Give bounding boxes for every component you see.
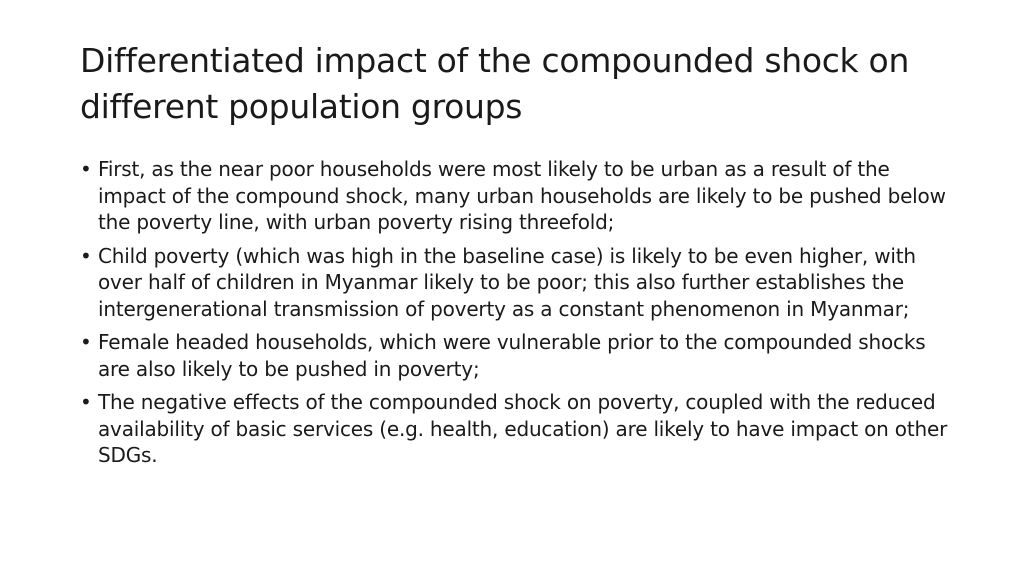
- bullet-text: Child poverty (which was high in the baseline case) is likely to be even higher, with over half of children in Myanmar likely to be poor; this also further establishes the intergenerational transmission of poverty as a constant phenomenon in Myanmar;: [98, 243, 916, 321]
- bullet-item: [80, 329, 950, 382]
- bullet-dot-icon: •: [80, 243, 92, 268]
- bullet-item: [80, 156, 950, 236]
- bullet-list: [80, 156, 950, 476]
- bullet-dot-icon: •: [80, 157, 92, 181]
- bullet-text: Female headed households, which were vulnerable prior to the compounded shocks are also likely to be pushed in poverty;: [98, 330, 926, 381]
- bullet-text: First, as the near poor households were most likely to be urban as a result of the impact of the compound shock, many urban households are likely to be pushed below the poverty line, with urban poverty rising threefold;: [98, 157, 946, 234]
- bullet-dot-icon: •: [80, 390, 92, 414]
- slide-title: Differentiated impact of the compounded shock on different population groups: [80, 41, 910, 126]
- bullet-dot-icon: •: [80, 330, 92, 354]
- bullet-item: [80, 389, 950, 469]
- bullet-item: [80, 243, 950, 323]
- bullet-text: The negative effects of the compounded shock on poverty, coupled with the reduced availability of basic services (e.g. health, education) are likely to have impact on other SDGs.: [98, 390, 948, 467]
